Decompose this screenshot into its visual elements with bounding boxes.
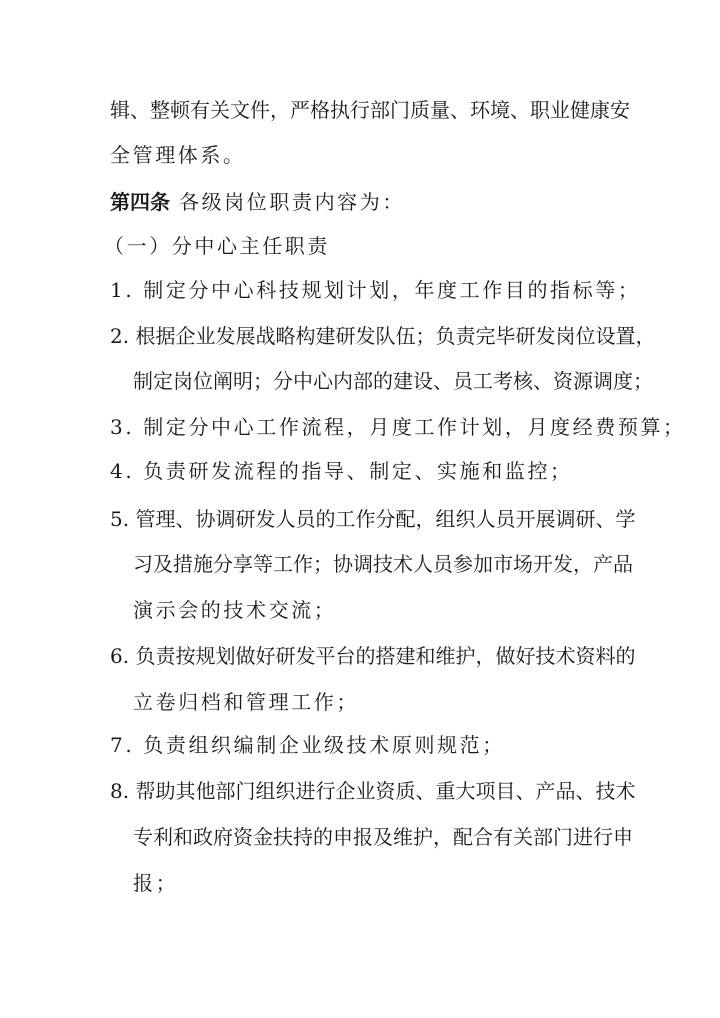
list-item: 2. 根据企业发展战略构建研发队伍；负责完毕研发岗位设置， [110, 324, 656, 348]
text-line: 辑、整顿有关文件，严格执行部门质量、环境、职业健康安 [110, 98, 630, 122]
list-item: 5. 管理、协调研发人员的工作分配，组织人员开展调研、学 [110, 507, 636, 531]
list-item-continuation: 制定岗位阐明；分中心内部的建设、员工考核、资源调度； [133, 369, 653, 393]
list-item: 7. 负责组织编制企业级技术原则规范； [110, 733, 505, 757]
list-item: 4. 负责研发流程的指导、制定、实施和监控； [110, 459, 573, 483]
article-heading [110, 190, 405, 214]
list-item-continuation: 报； [133, 871, 179, 895]
list-item: 8. 帮助其他部门组织进行企业资质、重大项目、产品、技术 [110, 779, 636, 803]
list-item: 3. 制定分中心工作流程，月度工作计划，月度经费预算； [110, 415, 686, 439]
text-line: 全管理体系。 [110, 143, 246, 167]
list-item-continuation: 专利和政府资金扶持的申报及维护，配合有关部门进行申 [133, 825, 633, 849]
list-item: 1. 制定分中心科技规划计划，年度工作目的指标等； [110, 278, 641, 302]
list-item-continuation: 习及措施分享等工作；协调技术人员参加市场开发，产品 [133, 552, 633, 576]
list-item-continuation: 立卷归档和管理工作； [133, 690, 359, 714]
article-text: 各级岗位职责内容为： [178, 190, 405, 214]
list-item-continuation: 演示会的技术交流； [133, 598, 337, 622]
list-item: 6. 负责按规划做好研发平台的搭建和维护，做好技术资料的 [110, 644, 636, 668]
section-heading: （一）分中心主任职责 [104, 234, 330, 258]
article-title: 第四条 [110, 190, 170, 214]
